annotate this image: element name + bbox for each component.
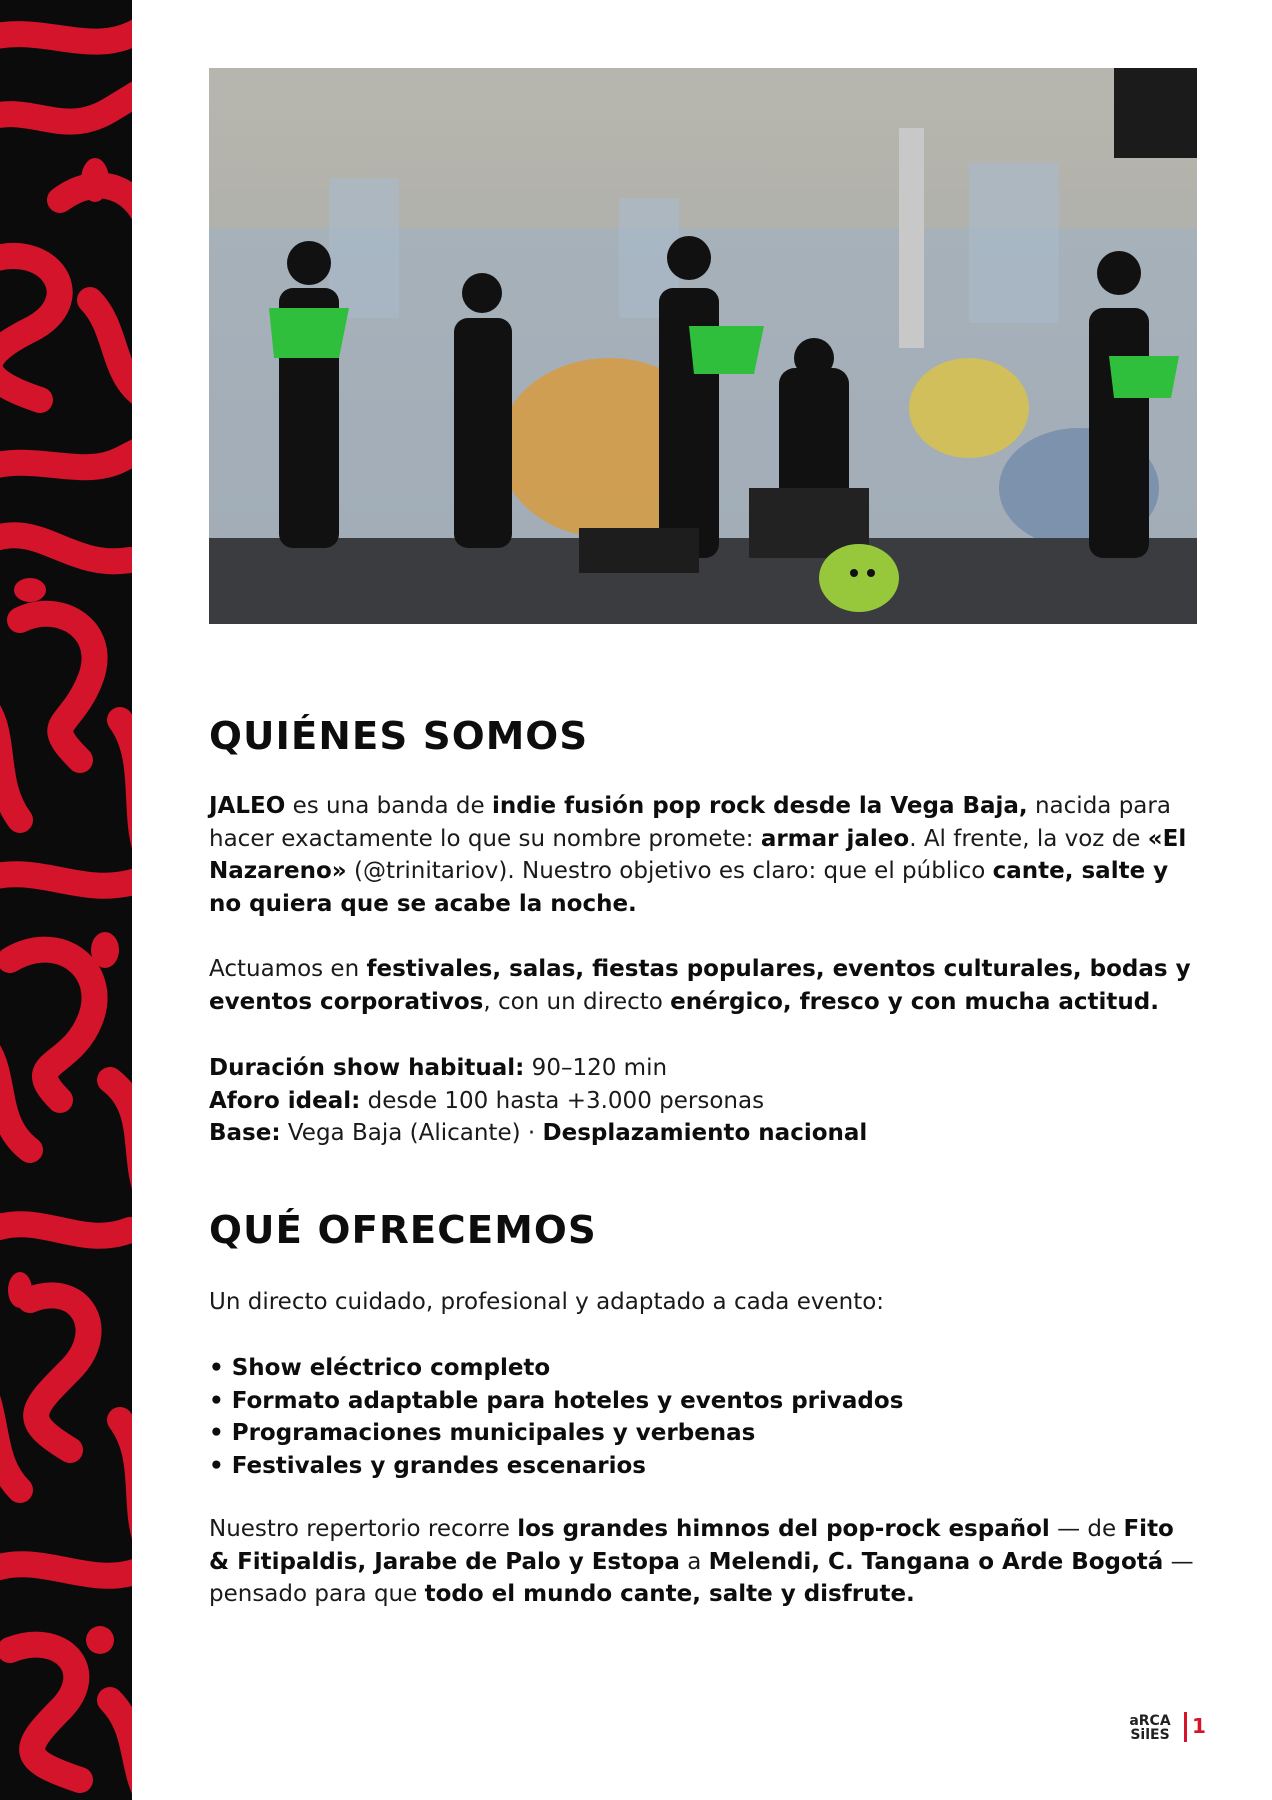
offer-intro: Un directo cuidado, profesional y adaptado a cada evento: bbox=[209, 1289, 885, 1315]
events-paragraph bbox=[209, 953, 1199, 1018]
bold-text-run: «El Nazareno» bbox=[209, 825, 1187, 884]
band-on-stage-photo bbox=[209, 68, 1197, 624]
text-run: desde 100 hasta +3.000 personas bbox=[360, 1087, 765, 1114]
text-run: — pensado para que bbox=[209, 1548, 1194, 1607]
footer-separator bbox=[1184, 1712, 1187, 1742]
offer-list bbox=[209, 1352, 1199, 1482]
fact-line bbox=[209, 1085, 1199, 1118]
bold-text-run: JALEO bbox=[209, 793, 286, 819]
swirl-pattern-icon bbox=[0, 0, 132, 1800]
arca-siles-logo bbox=[1126, 1714, 1174, 1742]
band-photo-illustration-icon bbox=[209, 68, 1197, 624]
offer-list-item: • Programaciones municipales y verbenas bbox=[209, 1420, 756, 1446]
bold-text-run: Base: bbox=[209, 1120, 281, 1146]
bold-text-run: Fito & Fitipaldis, Jarabe de Palo y Estopa bbox=[209, 1516, 1174, 1575]
page-number: 1 bbox=[1192, 1714, 1206, 1738]
text-run: , con un directo bbox=[483, 988, 671, 1015]
offer-list-item: • Festivales y grandes escenarios bbox=[209, 1452, 646, 1479]
bold-text-run: Melendi, C. Tangana o Arde Bogotá bbox=[708, 1548, 1164, 1575]
band-facts bbox=[209, 1052, 1199, 1150]
text-run: Nuestro repertorio recorre bbox=[209, 1516, 518, 1542]
bold-text-run: indie fusión pop rock desde la Vega Baja, bbox=[491, 793, 1028, 819]
bold-text-run: Aforo ideal: bbox=[209, 1087, 361, 1114]
offer-list-item: • Formato adaptable para hoteles y eventos privados bbox=[209, 1387, 904, 1414]
fact-line bbox=[209, 1117, 1199, 1150]
text-run: — de bbox=[1049, 1516, 1124, 1542]
text-run: (@trinitariov). Nuestro objetivo es claro: que el público bbox=[346, 858, 993, 884]
text-run: es una banda de bbox=[285, 793, 492, 819]
logo-line1: aRCA bbox=[1129, 1713, 1171, 1729]
section-title-quienes-somos: QUIÉNES SOMOS bbox=[209, 714, 589, 758]
bold-text-run: enérgico, fresco y con mucha actitud. bbox=[670, 988, 1159, 1015]
text-run: Vega Baja (Alicante) · bbox=[280, 1120, 543, 1146]
bold-text-run: Desplazamiento nacional bbox=[542, 1120, 868, 1146]
bold-text-run: los grandes himnos del pop-rock español bbox=[517, 1516, 1050, 1542]
text-run: 90–120 min bbox=[524, 1055, 668, 1081]
bold-text-run: festivales, salas, fiestas populares, eventos culturales, bodas y eventos corporativos bbox=[209, 956, 1191, 1015]
section-title-que-ofrecemos: QUÉ OFRECEMOS bbox=[209, 1208, 597, 1252]
text-run: . Al frente, la voz de bbox=[909, 825, 1148, 852]
bold-text-run: todo el mundo cante, salte y disfrute. bbox=[424, 1581, 915, 1607]
bold-text-run: cante, salte y no quiera que se acabe la noche. bbox=[209, 858, 1169, 917]
text-run: a bbox=[679, 1548, 709, 1575]
bold-text-run: armar jaleo bbox=[760, 825, 910, 852]
decorative-side-band bbox=[0, 0, 132, 1800]
text-run: nacida para hacer exactamente lo que su nombre promete: bbox=[209, 793, 1171, 852]
fact-line bbox=[209, 1052, 1199, 1085]
offer-list-item: • Show eléctrico completo bbox=[209, 1355, 551, 1381]
bold-text-run: Duración show habitual: bbox=[209, 1055, 525, 1081]
text-run: Actuamos en bbox=[209, 956, 367, 982]
repertoire-paragraph bbox=[209, 1513, 1199, 1611]
logo-line2: SilES bbox=[1130, 1727, 1170, 1743]
about-paragraph bbox=[209, 790, 1199, 920]
